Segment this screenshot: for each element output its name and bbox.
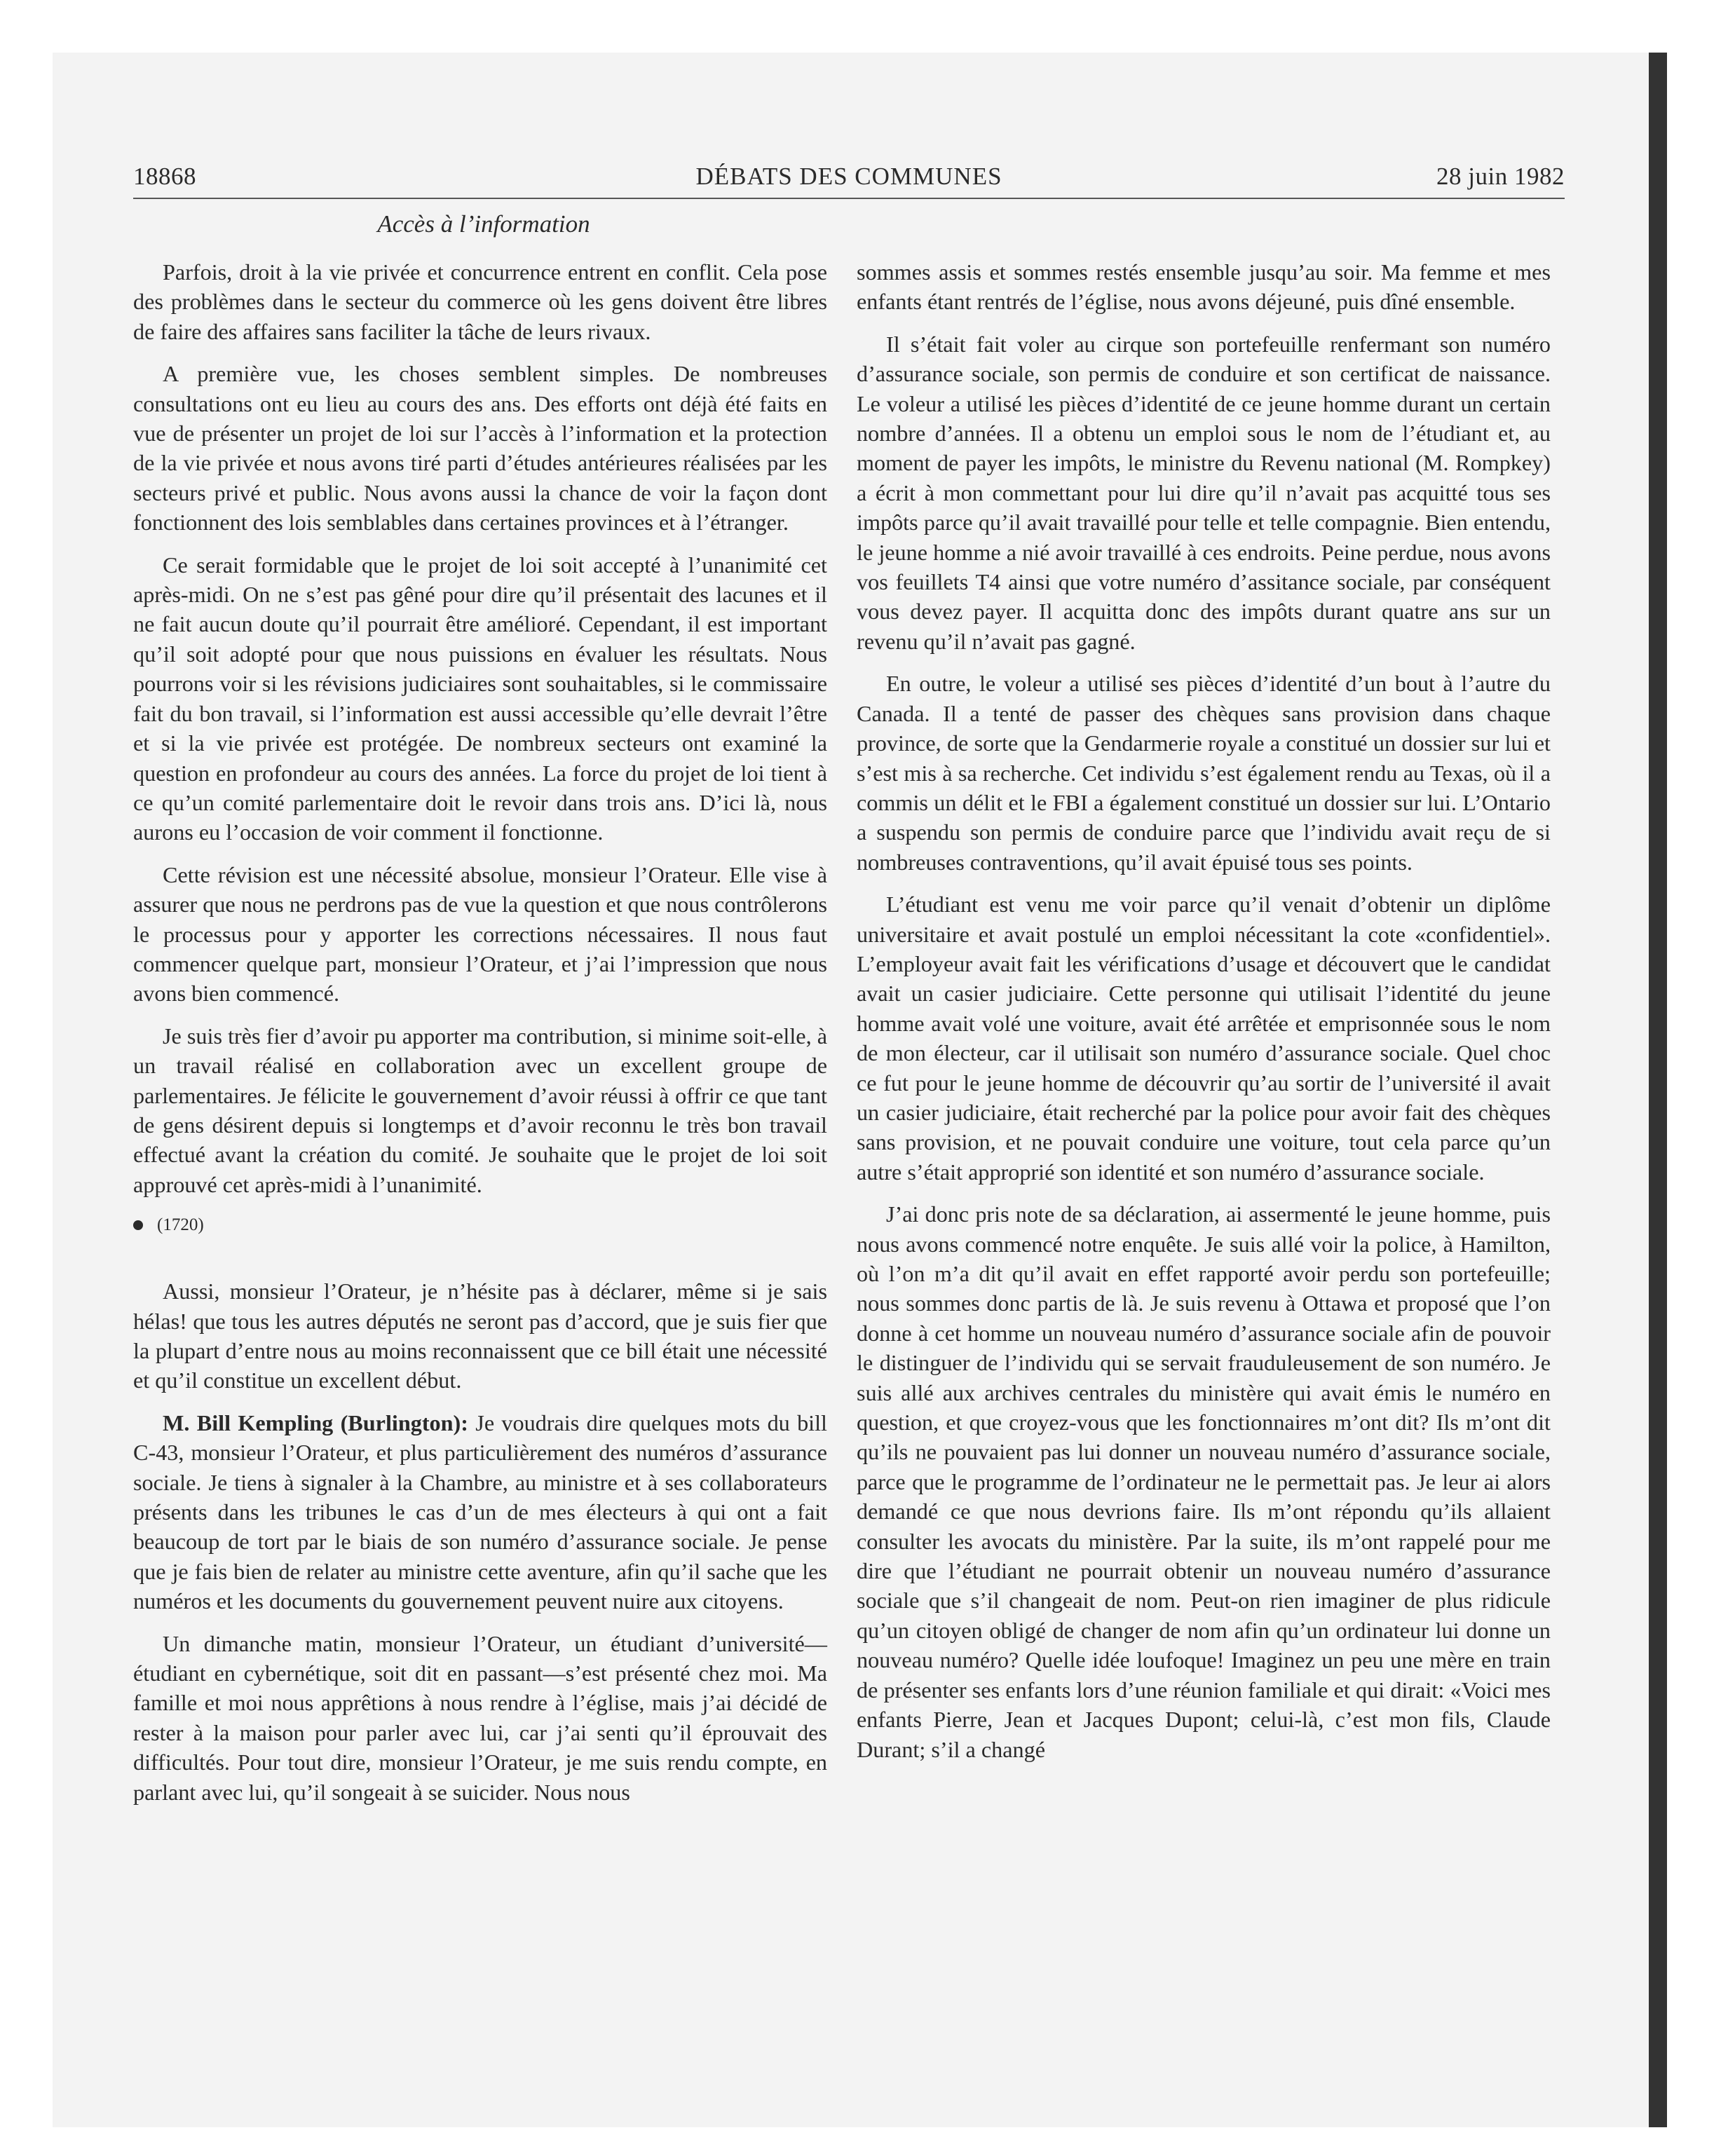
time-marker [133, 1215, 827, 1236]
bullet-icon [133, 1220, 143, 1230]
publication-title: DÉBATS DES COMMUNES [695, 163, 1002, 190]
paragraph: J’ai donc pris note de sa déclaration, ai assermenté le jeune homme, puis nous avons commencé notre enquête. Je suis allé voir la police, à Hamilton, où l’on m’a dit qu’il avait en effet rapporté avoir perdu son portefeuille; nous sommes donc partis de là. Je suis revenu à Ottawa et proposé que l’on donne à cet homme un nouveau numéro d’assurance sociale afin de pouvoir le distinguer de l’individu qui se servait frauduleusement de son numéro. Je suis allé aux archives centrales du ministère qui avait émis le numéro en question, et que croyez-vous que les fonctionnaires m’ont dit? Ils m’ont dit qu’ils ne pouvaient pas lui donner un nouveau numéro d’assurance sociale, parce que le programme de l’ordinateur ne le permettait pas. Je leur ai alors demandé ce que nous devrions faire. Ils m’ont répondu qu’ils allaient consulter les avocats du ministère. Par la suite, ils m’ont rappelé pour me dire que l’étudiant ne pourrait obtenir un nouveau numéro d’assurance sociale que s’il changeait de nom. Peut-on rien imaginer de plus ridicule qu’un citoyen obligé de changer de nom afin qu’un ordinateur lui donne un nouveau numéro? Quelle idée loufoque! Imaginez un peu une mère en train de présenter ses enfants lors d’une réunion familiale et qui dirait: «Voici mes enfants Pierre, Jean et Jacques Dupont; celui-là, c’est mon fils, Claude Durant; s’il a changé [857, 1201, 1551, 1762]
page-header [133, 163, 1565, 199]
paragraph: Cette révision est une nécessité absolue, monsieur l’Orateur. Elle vise à assurer que nous ne perdrons pas de vue la question et que nous contrôlerons le processus pour y apporter les corrections nécessaires. Il nous faut commencer quelque part, monsieur l’Orateur, et j’ai l’impression que nous avons bien commencé. [133, 861, 827, 1007]
right-column [857, 257, 1551, 1777]
paragraph: Parfois, droit à la vie privée et concurrence entrent en conflit. Cela pose des problèmes dans le secteur du commerce où les gens doivent être libres de faire des affaires sans faciliter la tâche de leurs rivaux. [133, 259, 827, 344]
section-title: Accès à l’information [377, 210, 590, 238]
paragraph: Il s’était fait voler au cirque son portefeuille renfermant son numéro d’assurance sociale, son permis de conduire et son certificat de naissance. Le voleur a utilisé les pièces d’identité de ce jeune homme durant un certain nombre d’années. Il a obtenu un emploi sous le nom de l’étudiant et, au moment de payer les impôts, le ministre du Revenu national (M. Rompkey) a écrit à mon commettant pour lui dire qu’il n’avait pas acquitté tous ses impôts parce qu’il avait travaillé pour telle et telle compagnie. Bien entendu, le jeune homme a nié avoir travaillé à ces endroits. Peine perdue, nous avons vos feuillets T4 ainsi que votre numéro d’assitance sociale, par conséquent vous devez payer. Il acquitta donc des impôts durant quatre ans sur un revenu qu’il n’avait pas gagné. [857, 331, 1551, 654]
speaker-paragraph [133, 1408, 827, 1616]
issue-date: 28 juin 1982 [1436, 163, 1565, 190]
speaker-name: M. Bill Kempling (Burlington): [163, 1410, 468, 1435]
speech-text: Je voudrais dire quelques mots du bill C-43, monsieur l’Orateur, et plus particulièrement des numéros d’assurance sociale. Je tiens à signaler à la Chambre, au ministre et à ses collaborateurs présents dans les tribunes le cas d’un de mes électeurs à qui ont a fait beaucoup de tort par le biais de son numéro d’assurance sociale. Je pense que je fais bien de relater au ministre cette aventure, afin qu’il sache que les numéros et les documents du gouvernement peuvent nuire aux citoyens. [133, 1410, 827, 1614]
paragraph: Ce serait formidable que le projet de loi soit accepté à l’unanimité cet après-midi. On ne s’est pas gêné pour dire qu’il présentait des lacunes et il ne fait aucun doute qu’il pourrait être amélioré. Cependant, il est important qu’il soit adopté pour que nous puissions en évaluer les résultats. Nous pourrons voir si les révisions judiciaires sont souhaitables, si le commissaire fait du bon travail, si l’information est aussi accessible qu’elle devrait l’être et si la vie privée est protégée. De nombreux secteurs ont examiné la question en profondeur au cours des années. La force du projet de loi tient à ce qu’un comité parlementaire doit le revoir dans trois ans. D’ici là, nous aurons eu l’occasion de voir comment il fonctionne. [133, 552, 827, 845]
paragraph: sommes assis et sommes restés ensemble jusqu’au soir. Ma femme et mes enfants étant rentrés de l’église, nous avons déjeuné, puis dîné ensemble. [857, 259, 1551, 315]
paragraph: Un dimanche matin, monsieur l’Orateur, un étudiant d’université—étudiant en cybernétique, soit dit en passant—s’est présenté chez moi. Ma famille et moi nous apprêtions à nous rendre à l’église, mais j’ai décidé de rester à la maison pour parler avec lui, car j’ai senti qu’il éprouvait des difficultés. Pour tout dire, monsieur l’Orateur, je me suis rendu compte, en parlant avec lui, qu’il songeait à se suicider. Nous nous [133, 1630, 827, 1805]
scan-edge-shadow [1649, 53, 1667, 2127]
header-rule [133, 198, 1565, 199]
timestamp-text: (1720) [157, 1215, 204, 1235]
left-column [133, 257, 827, 1820]
paragraph: A première vue, les choses semblent simples. De nombreuses consultations ont eu lieu au cours des ans. Des efforts ont déjà été faits en vue de présenter un projet de loi sur l’accès à l’information et la protection de la vie privée et nous avons tiré parti d’études antérieures réalisées par les secteurs privé et public. Nous avons aussi la chance de voir la façon dont fonctionnent des lois semblables dans certaines provinces et à l’étranger. [133, 361, 827, 535]
paragraph: En outre, le voleur a utilisé ses pièces d’identité d’un bout à l’autre du Canada. Il a tenté de passer des chèques sans provision dans chaque province, de sorte que la Gendarmerie royale a constitué un dossier sur lui et s’est mis à sa recherche. Cet individu s’est également rendu au Texas, où il a commis un délit et le FBI a également constitué un dossier sur lui. L’Ontario a suspendu son permis de conduire parce que l’individu avait reçu de si nombreuses contraventions, qu’il avait épuisé tous ses points. [857, 671, 1551, 875]
page-number: 18868 [133, 163, 196, 190]
paragraph: Aussi, monsieur l’Orateur, je n’hésite pas à déclarer, même si je sais hélas! que tous les autres députés ne seront pas d’accord, que je suis fier que la plupart d’entre nous au moins reconnaissent que ce bill était une nécessité et qu’il constitue un excellent début. [133, 1278, 827, 1393]
paragraph: L’étudiant est venu me voir parce qu’il venait d’obtenir un diplôme universitaire et avait postulé un emploi nécessitant la cote «confidentiel». L’employeur avait fait les vérifications d’usage et découvert que le candidat avait un casier judiciaire. Cette personne qui utilisait l’identité du jeune homme avait volé une voiture, avait été arrêtée et emprisonnée sous le nom de mon électeur, car il utilisait son numéro d’assurance sociale. Quel choc ce fut pour le jeune homme de découvrir qu’au sortir de l’université il avait un casier judiciaire, était recherché par la police pour avoir fait des chèques sans provision, et ne pouvait conduire une voiture, tout cela parce qu’un autre s’était approprié son identité et son numéro d’assurance sociale. [857, 892, 1551, 1185]
paragraph: Je suis très fier d’avoir pu apporter ma contribution, si minime soit-elle, à un travail réalisé en collaboration avec un excellent groupe de parlementaires. Je félicite le gouvernement d’avoir réussi à offrir ce que tant de gens désirent depuis si longtemps et d’avoir reconnu le très bon travail effectué avant la création du comité. Je souhaite que le projet de loi soit approuvé cet après-midi à l’unanimité. [133, 1023, 827, 1197]
